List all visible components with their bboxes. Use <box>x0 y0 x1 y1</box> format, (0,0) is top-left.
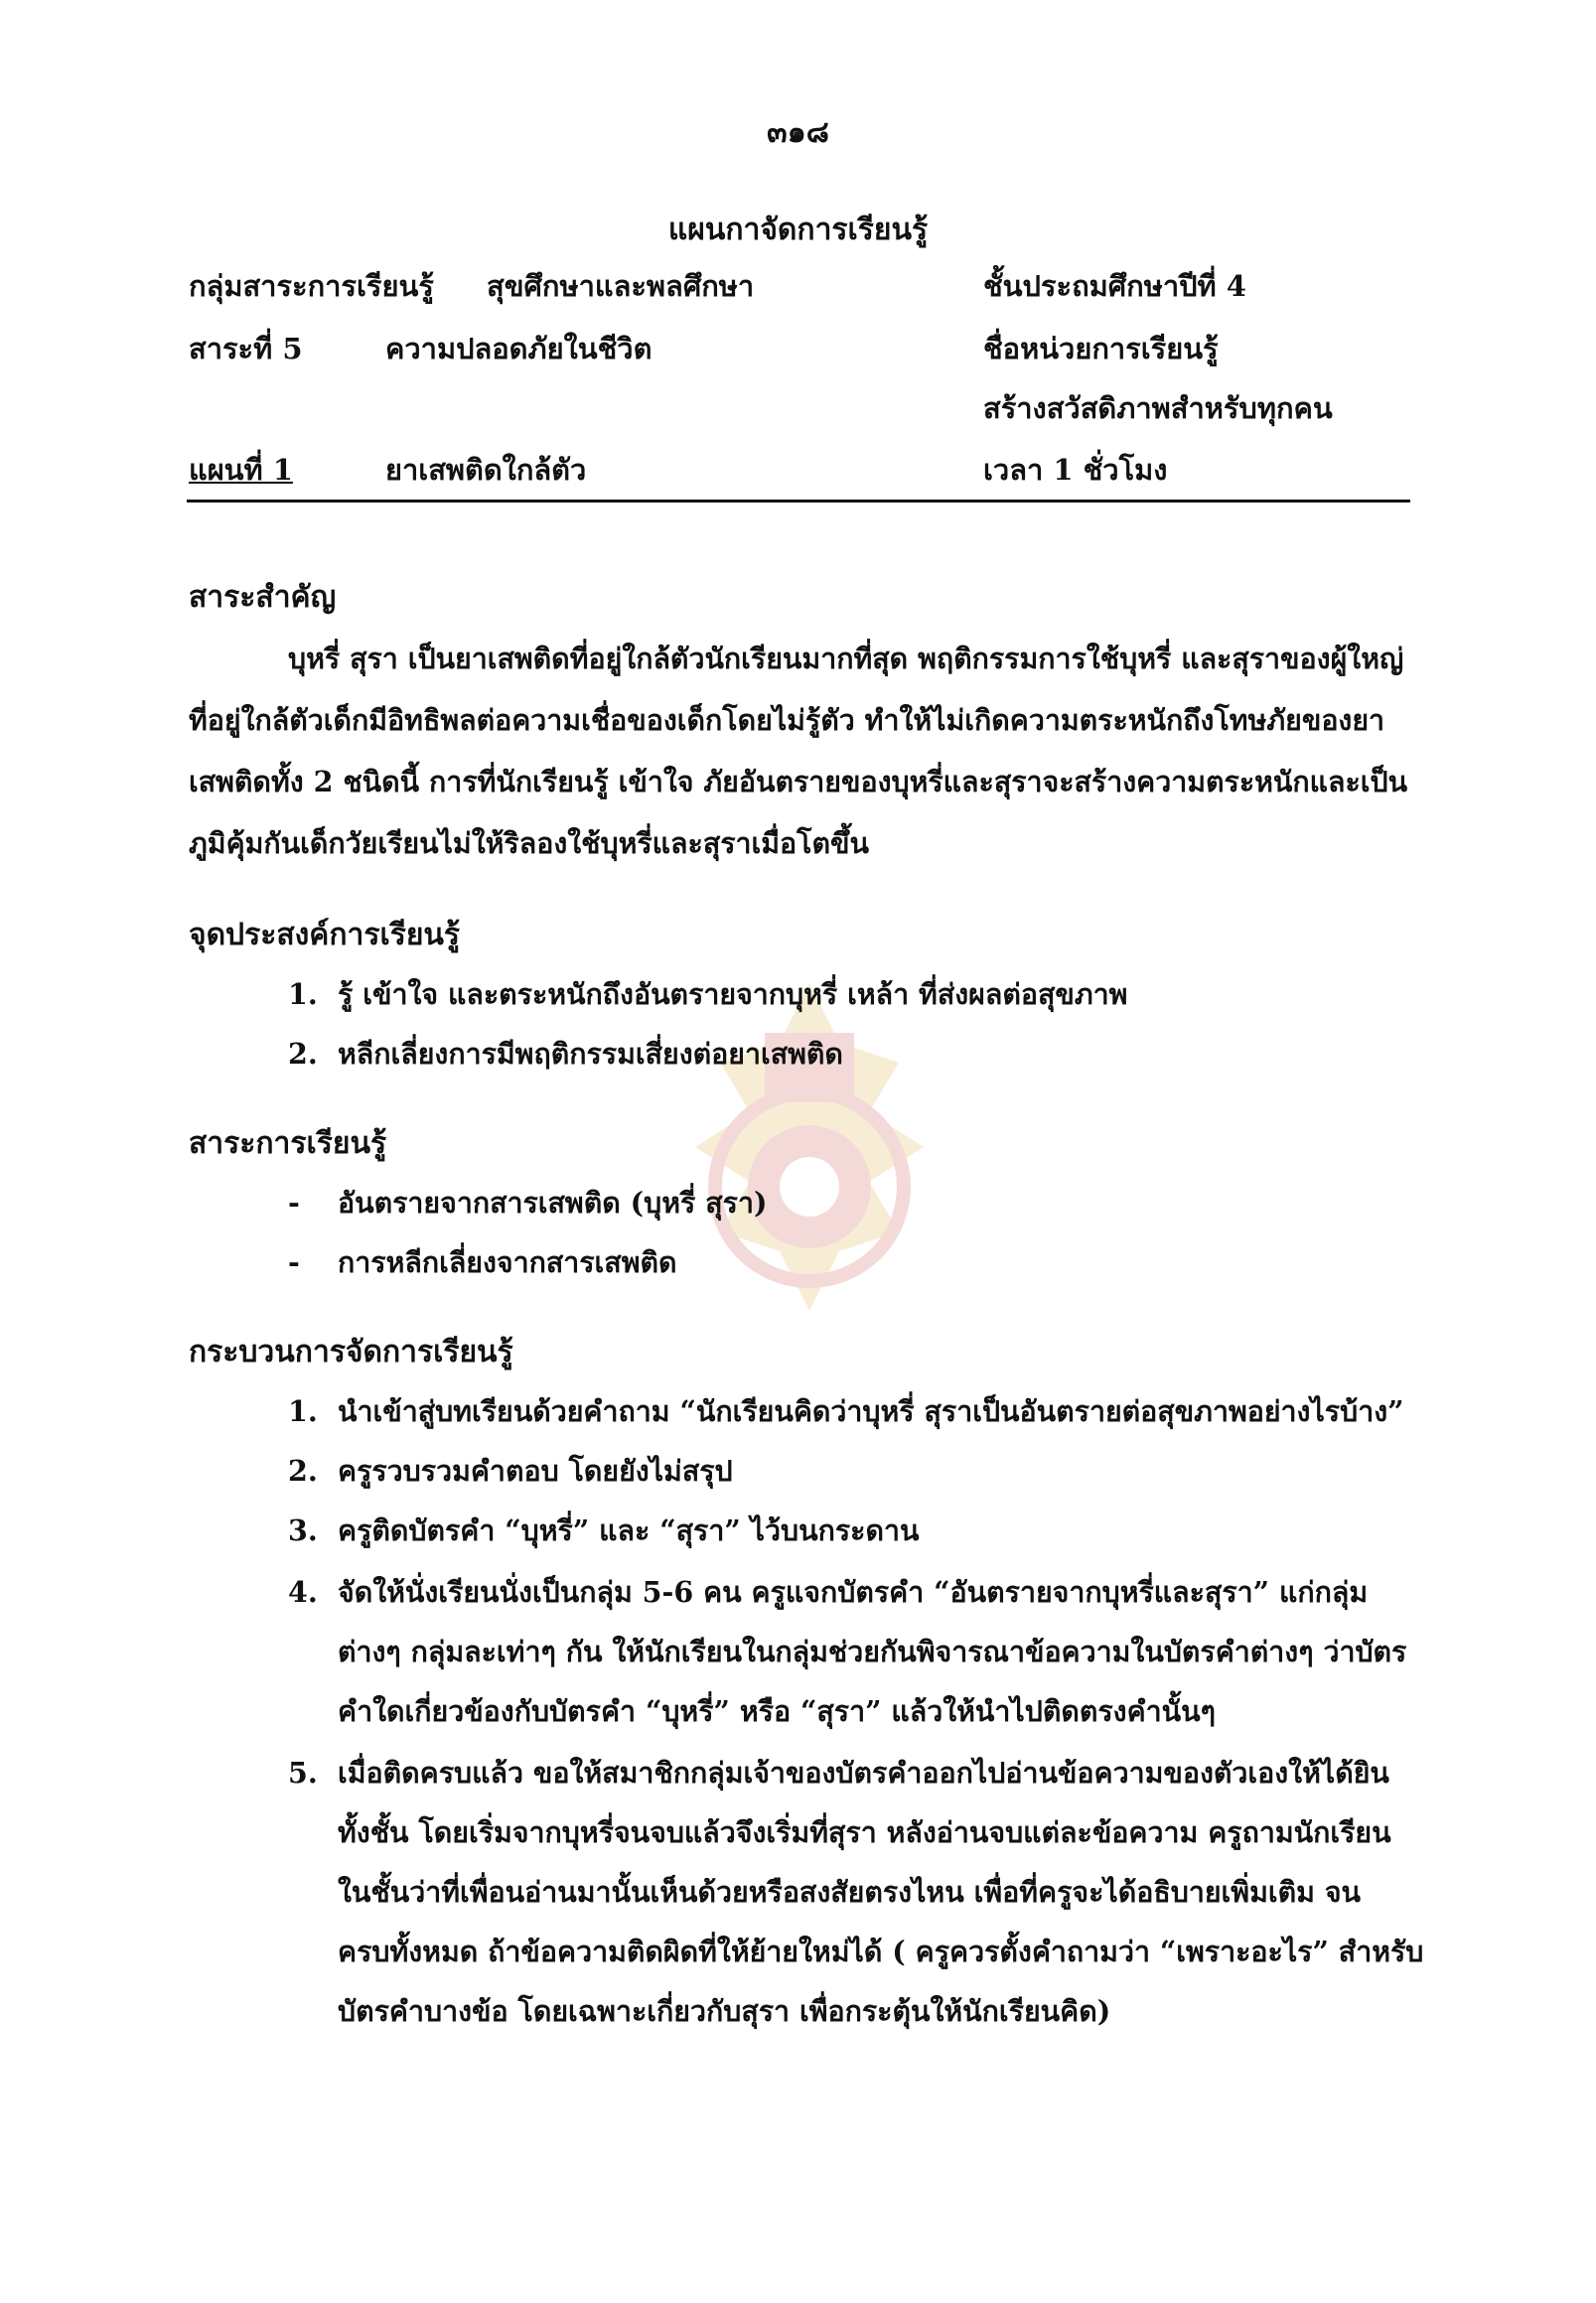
process-text-continued: ในชั้นว่าที่เพื่อนอ่านมานั้นเห็นด้วยหรือสงสัยตรงไหน เพื่อที่ครูจะได้อธิบายเพิ่มเติม จน <box>338 1875 1362 1909</box>
list-marker: 5. <box>288 1756 318 1790</box>
key-concept-line: ที่อยู่ใกล้ตัวเด็กมีอิทธิพลต่อความเชื่อของเด็กโดยไม่รู้ตัว ทำให้ไม่เกิดความตระหนักถึงโทษภัยของยา <box>189 703 1385 737</box>
content-text: อันตรายจากสารเสพติด (บุหรี่ สุรา) <box>338 1186 768 1220</box>
list-marker: 4. <box>288 1575 318 1609</box>
key-concept-line: เสพติดทั้ง 2 ชนิดนี้ การที่นักเรียนรู้ เข้าใจ ภัยอันตรายของบุหรี่และสุราจะสร้างความตระหนักและเป็น <box>189 765 1408 798</box>
process-heading: กระบวนการจัดการเรียนรู้ <box>189 1335 513 1369</box>
process-text: เมื่อติดครบแล้ว ขอให้สมาชิกกลุ่มเจ้าของบัตรคำออกไปอ่านข้อความของตัวเองให้ได้ยิน <box>338 1756 1389 1790</box>
document-title: แผนกาจัดการเรียนรู้ <box>667 213 929 247</box>
list-marker: 2. <box>288 1037 318 1071</box>
list-marker: 2. <box>288 1454 318 1488</box>
strand-value: ความปลอดภัยในชีวิต <box>385 332 653 365</box>
list-marker: - <box>288 1245 300 1279</box>
unit-value: สร้างสวัสดิภาพสำหรับทุกคน <box>983 391 1333 425</box>
objective-item <box>288 1031 843 1077</box>
process-item <box>288 1388 1404 1434</box>
process-text-continued: ทั้งชั้น โดยเริ่มจากบุหรี่จนจบแล้วจึงเริ่มที่สุรา หลังอ่านจบแต่ละข้อความ ครูถามนักเรียน <box>338 1815 1391 1849</box>
list-marker: 1. <box>288 1394 318 1428</box>
content-item <box>288 1239 677 1285</box>
process-item <box>288 1448 733 1494</box>
process-text-continued: ต่างๆ กลุ่มละเท่าๆ กัน ให้นักเรียนในกลุ่มช่วยกันพิจารณาข้อความในบัตรคำต่างๆ ว่าบัตร <box>338 1635 1407 1668</box>
page-number: ๓๑๘ <box>767 115 829 150</box>
objective-item <box>288 971 1127 1017</box>
plan-value: ยาเสพติดใกล้ตัว <box>385 453 587 487</box>
process-item <box>288 1508 919 1553</box>
learning-area-label: กลุ่มสาระการเรียนรู้ <box>189 269 434 303</box>
plan-time: เวลา 1 ชั่วโมง <box>983 453 1168 487</box>
content-heading: สาระการเรียนรู้ <box>189 1126 387 1161</box>
process-text-continued: คำใดเกี่ยวข้องกับบัตรคำ “บุหรี่” หรือ “สุรา” แล้วให้นำไปติดตรงคำนั้นๆ <box>338 1694 1216 1728</box>
objective-text: หลีกเลี่ยงการมีพฤติกรรมเสี่ยงต่อยาเสพติด <box>338 1037 843 1071</box>
process-text: จัดให้นั่งเรียนนั่งเป็นกลุ่ม 5-6 คน ครูแจกบัตรคำ “อันตรายจากบุหรี่และสุรา” แก่กลุ่ม <box>338 1575 1369 1609</box>
strand-label: สาระที่ 5 <box>189 332 303 365</box>
list-marker: - <box>288 1186 300 1220</box>
process-text-continued: ครบทั้งหมด ถ้าข้อความติดผิดที่ให้ย้ายใหม่ได้ ( ครูควรตั้งคำถามว่า “เพราะอะไร” สำหรับ <box>338 1935 1424 1968</box>
grade-level: ชั้นประถมศึกษาปีที่ 4 <box>983 269 1246 303</box>
unit-label: ชื่อหน่วยการเรียนรู้ <box>983 332 1219 365</box>
key-concept-heading: สาระสำคัญ <box>189 580 337 615</box>
header-divider <box>187 500 1410 503</box>
objective-text: รู้ เข้าใจ และตระหนักถึงอันตรายจากบุหรี่ เหล้า ที่ส่งผลต่อสุขภาพ <box>338 977 1128 1011</box>
objectives-heading: จุดประสงค์การเรียนรู้ <box>189 918 461 952</box>
process-text: ครูรวบรวมคำตอบ โดยยังไม่สรุป <box>338 1454 733 1488</box>
learning-area-value: สุขศึกษาและพลศึกษา <box>487 269 755 303</box>
content-text: การหลีกเลี่ยงจากสารเสพติด <box>338 1245 677 1279</box>
list-marker: 1. <box>288 977 318 1011</box>
key-concept-line: บุหรี่ สุรา เป็นยาเสพติดที่อยู่ใกล้ตัวนักเรียนมากที่สุด พฤติกรรมการใช้บุหรี่ และสุราของผู้ใหญ่ <box>288 642 1404 675</box>
process-text-continued: บัตรคำบางข้อ โดยเฉพาะเกี่ยวกับสุรา เพื่อกระตุ้นให้นักเรียนคิด) <box>338 1994 1111 2028</box>
process-text: ครูติดบัตรคำ “บุหรี่” และ “สุรา” ไว้บนกระดาน <box>338 1513 920 1547</box>
process-item <box>288 1569 1368 1615</box>
content-item <box>288 1180 767 1225</box>
school-seal-watermark <box>655 973 963 1321</box>
process-text: นำเข้าสู่บทเรียนด้วยคำถาม “นักเรียนคิดว่าบุหรี่ สุราเป็นอันตรายต่อสุขภาพอย่างไรบ้าง” <box>338 1394 1404 1428</box>
plan-label: แผนที่ 1 <box>189 453 293 487</box>
key-concept-line: ภูมิคุ้มกันเด็กวัยเรียนไม่ให้ริลองใช้บุหรี่และสุราเมื่อโตขึ้น <box>189 826 869 860</box>
process-item <box>288 1750 1389 1796</box>
list-marker: 3. <box>288 1513 318 1547</box>
